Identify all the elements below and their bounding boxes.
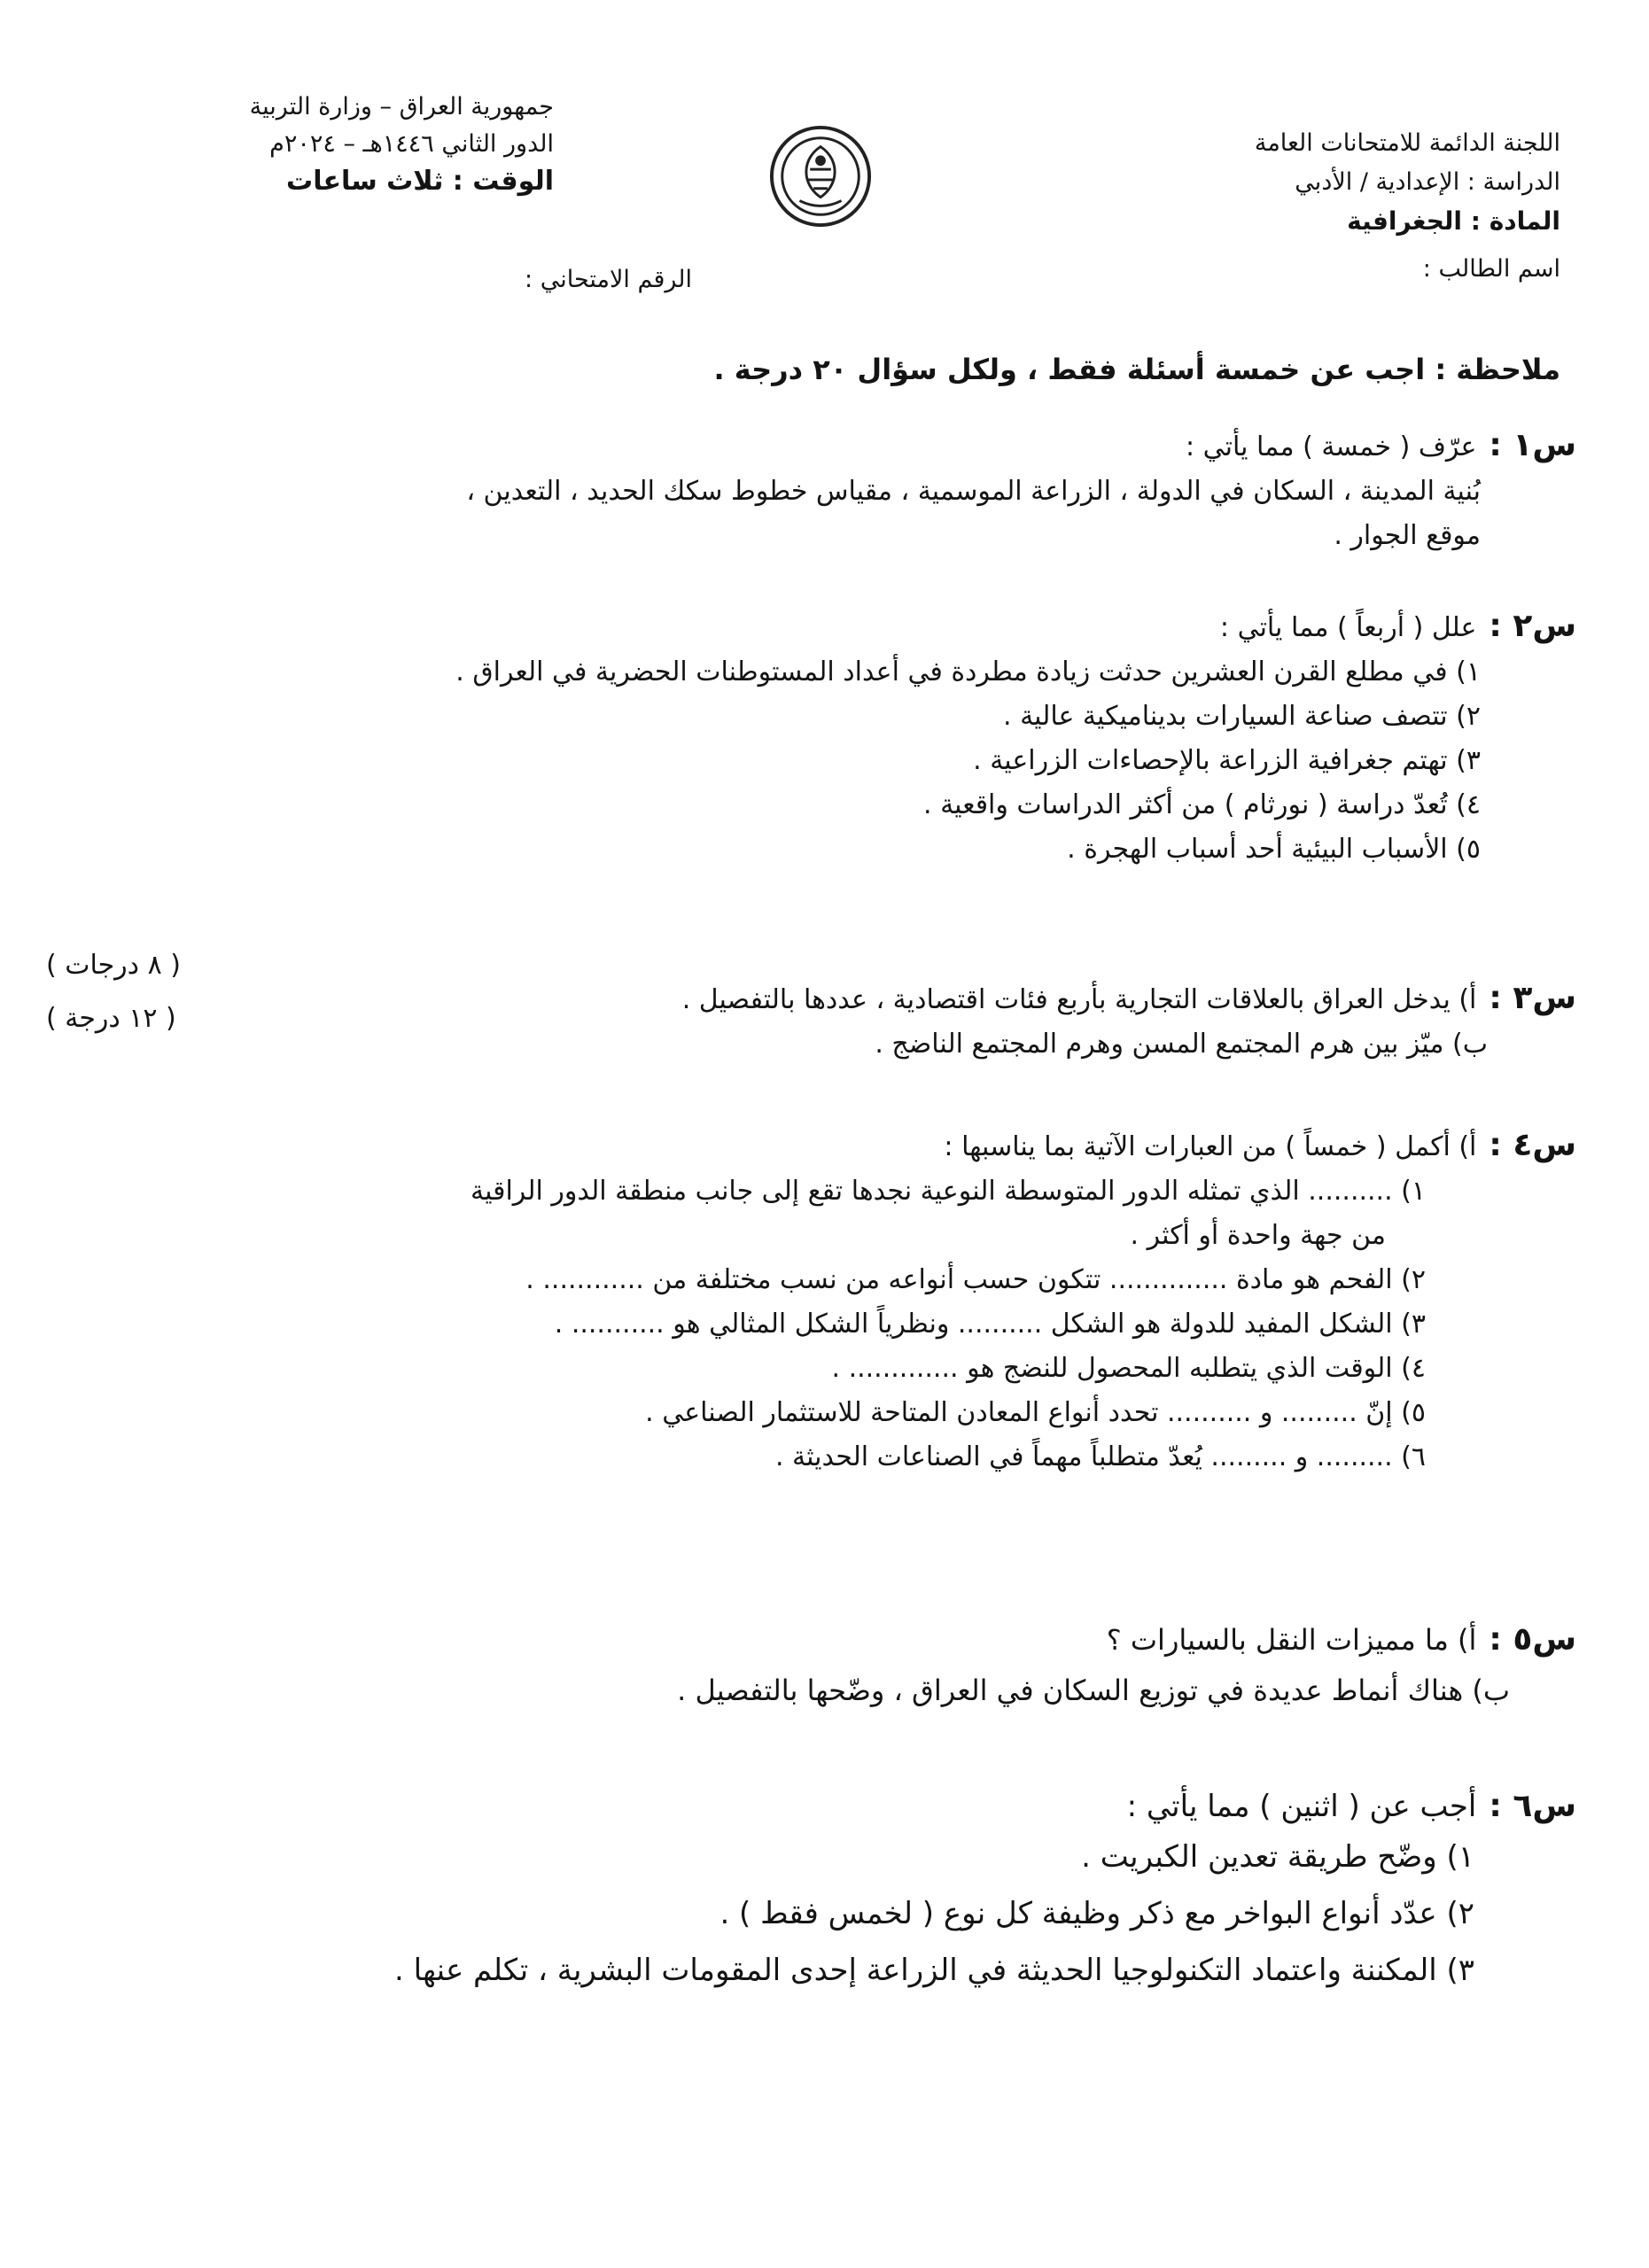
exam-time: الوقت : ثلاث ساعات xyxy=(286,166,554,197)
question-4-number: س٤ : xyxy=(1489,1127,1576,1163)
subject-name: المادة : الجغرافية xyxy=(1347,206,1560,236)
question-6-item: ٣) المكننة واعتماد التكنولوجيا الحديثة في الزراعة إحدى المقومات البشرية ، تكلم عنها . xyxy=(394,1953,1474,1988)
header-left-block xyxy=(199,89,554,200)
question-1 xyxy=(466,423,1576,558)
ministry-seal-icon xyxy=(768,124,873,229)
question-2-item: ١) في مطلع القرن العشرين حدثت زيادة مطردة في أعداد المستوطنات الحضرية في العراق . xyxy=(455,656,1481,687)
question-6-item: ١) وضّح طريقة تعدين الكبريت . xyxy=(1081,1839,1474,1875)
republic-ministry: جمهورية العراق – وزارة التربية xyxy=(249,93,554,120)
question-3-part-b: ب) ميّز بين هرم المجتمع المسن وهرم المجتمع الناضج . xyxy=(875,1029,1488,1060)
question-4-item-continuation: من جهة واحدة أو أكثر . xyxy=(1130,1220,1386,1251)
question-4-item: ٣) الشكل المفيد للدولة هو الشكل .......... ونظرياً الشكل المثالي هو ........... . xyxy=(554,1309,1426,1340)
question-6-prompt: أجب عن ( اثنين ) مما يأتي : xyxy=(1126,1789,1477,1824)
question-4-item: ١) .......... الذي تمثله الدور المتوسطة النوعية نجدها تقع إلى جانب منطقة الدور الراقية xyxy=(470,1176,1426,1207)
question-2-item: ٢) تتصف صناعة السيارات بديناميكية عالية . xyxy=(1003,701,1481,732)
question-2-item: ٥) الأسباب البيئية أحد أسباب الهجرة . xyxy=(1067,834,1481,865)
question-2-item: ٣) تهتم جغرافية الزراعة بالإحصاءات الزراعية . xyxy=(973,745,1481,776)
question-4-item: ٦) ......... و ......... يُعدّ متطلباً مهماً في الصناعات الحديثة . xyxy=(774,1441,1426,1472)
question-6-item: ٢) عدّد أنواع البواخر مع ذكر وظيفة كل نوع ( لخمس فقط ) . xyxy=(719,1896,1474,1931)
question-4 xyxy=(471,1123,1576,1480)
question-1-prompt: عرّف ( خمسة ) مما يأتي : xyxy=(1185,431,1477,462)
question-2-prompt: علل ( أربعاً ) مما يأتي : xyxy=(1219,612,1477,643)
question-4-item: ٢) الفحم هو مادة .............. تتكون حسب أنواعه من نسب مختلفة من ............ . xyxy=(525,1264,1426,1295)
question-2-item: ٤) تُعدّ دراسة ( نورثام ) من أكثر الدراسات واقعية . xyxy=(923,789,1481,820)
student-name-label: اسم الطالب : xyxy=(1422,255,1560,283)
question-3-part-a: أ) يدخل العراق بالعلاقات التجارية بأربع فئات اقتصادية ، عددها بالتفصيل . xyxy=(681,984,1477,1015)
question-1-terms-line-2: موقع الجوار . xyxy=(1334,520,1481,551)
question-6-number: س٦ : xyxy=(1489,1788,1576,1824)
header-right-block xyxy=(1011,124,1560,289)
question-4-item: ٤) الوقت الذي يتطلبه المحصول للنضج هو ............. . xyxy=(831,1353,1426,1384)
question-3-mark-a: ( ٨ درجات ) xyxy=(46,950,181,981)
question-5 xyxy=(677,1618,1576,1719)
question-6 xyxy=(394,1784,1576,1999)
question-1-terms-line-1: بُنية المدينة ، السكان في الدولة ، الزراعة الموسمية ، مقياس خطوط سكك الحديد ، التعدين ، xyxy=(466,476,1481,507)
study-branch: الدراسة : الإعدادية / الأدبي xyxy=(1295,168,1560,196)
question-3 xyxy=(682,976,1576,1067)
question-3-mark-b: ( ١٢ درجة ) xyxy=(46,1003,176,1034)
exam-note: ملاحظة : اجب عن خمسة أسئلة فقط ، ولكل سؤال ٢٠ درجة . xyxy=(713,353,1560,386)
question-5-part-a: أ) ما مميزات النقل بالسيارات ؟ xyxy=(1106,1623,1477,1657)
question-3-number: س٣ : xyxy=(1489,980,1576,1016)
exam-number-label: الرقم الامتحاني : xyxy=(525,266,692,293)
question-4-item: ٥) إنّ ......... و .......... تحدد أنواع المعادن المتاحة للاستثمار الصناعي . xyxy=(645,1397,1426,1428)
question-1-number: س١ : xyxy=(1489,427,1576,463)
committee-name: اللجنة الدائمة للامتحانات العامة xyxy=(1254,129,1560,157)
question-2-number: س٢ : xyxy=(1489,608,1576,644)
question-4-prompt: أ) أكمل ( خمساً ) من العبارات الآتية بما يناسبها : xyxy=(944,1131,1477,1162)
exam-round: الدور الثاني ١٤٤٦هـ – ٢٠٢٤م xyxy=(269,130,554,158)
question-2 xyxy=(455,604,1576,872)
question-5-number: س٥ : xyxy=(1489,1621,1576,1658)
question-5-part-b: ب) هناك أنماط عديدة في توزيع السكان في العراق ، وضّحها بالتفصيل . xyxy=(677,1674,1510,1707)
